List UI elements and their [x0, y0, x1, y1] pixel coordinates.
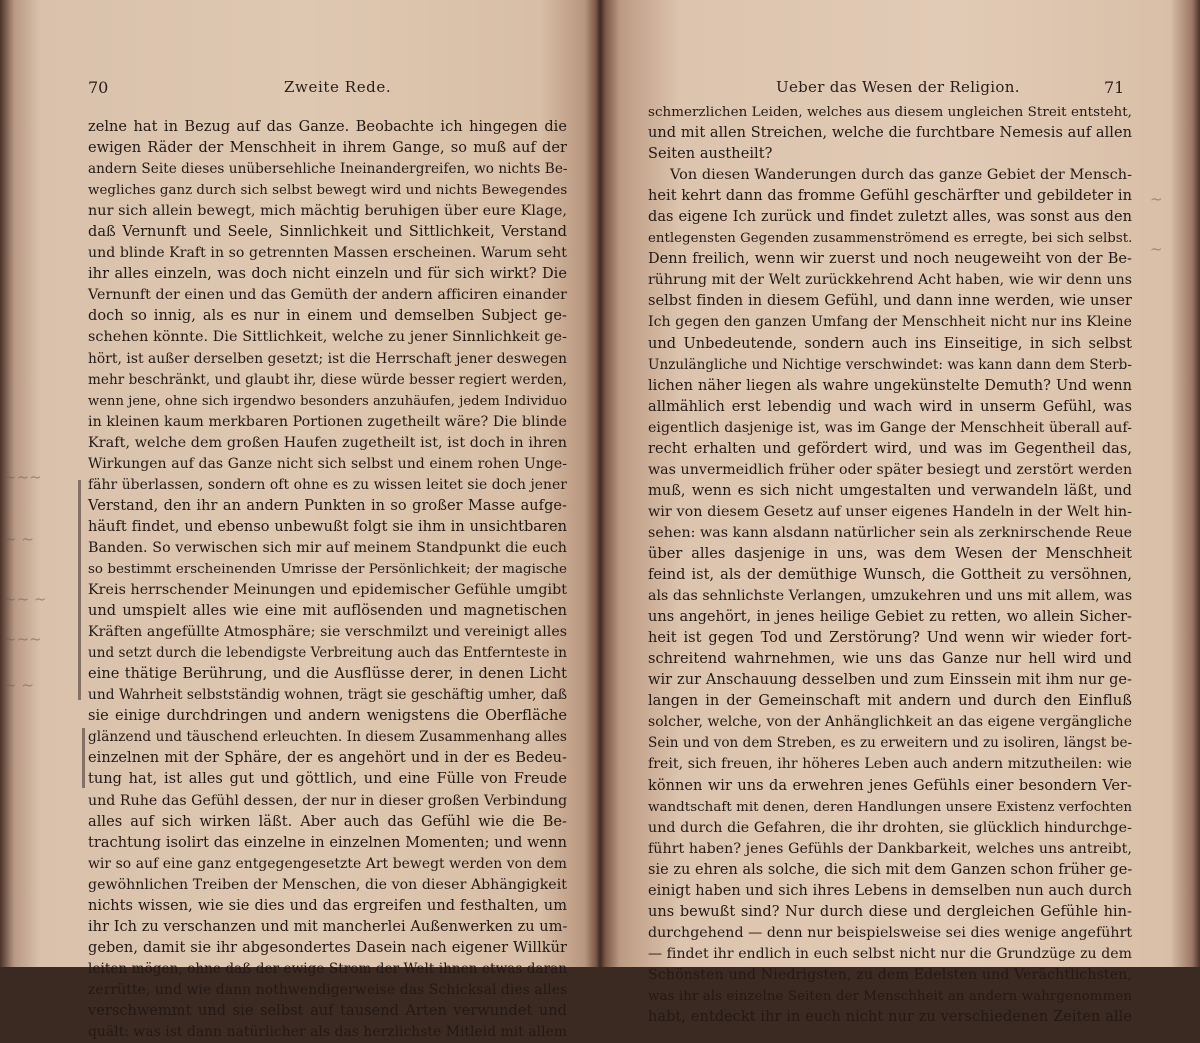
left-page-text-line: fähr überlassen, sondern oft ohne es zu wissen leitet sie doch jener: [88, 476, 567, 493]
left-page-text-line: nichts wissen, wie sie dies und das ergreifen und festhalten, um: [88, 897, 567, 914]
right-page-text-line: Denn freilich, wenn wir zuerst und noch neugeweiht von der Be-: [648, 251, 1132, 268]
left-page-text-line: Banden. So verwischen sich mir auf meinem Standpunkt die euch: [88, 539, 567, 556]
left-page-text-line: alles auf sich wirken läßt. Aber auch das Gefühl wie die Be-: [88, 813, 567, 830]
left-page-text-line: schehen könnte. Die Sittlichkeit, welche zu jener Sinnlichkeit ge-: [88, 329, 567, 346]
left-page-text-line: quält: was ist dann natürlicher als das herzlichste Mitleid mit allem: [88, 1024, 567, 1041]
left-page-text-line: mehr beschränkt, und glaubt ihr, diese würde besser regiert werden,: [88, 371, 568, 388]
left-page-text-line: andern Seite dieses unübersehliche Ineinandergreifen, wo nichts Be-: [88, 161, 568, 178]
right-page-text-line: schreitend wahrnehmen, wie uns das Ganze nur hell wird und: [648, 651, 1132, 668]
right-page-text-line: durchgehend — denn nur beispielsweise sei dies wenige angeführt: [648, 924, 1133, 941]
right-page-text-line: uns bewußt sind? Nur durch diese und dergleichen Gefühle hin-: [648, 903, 1132, 920]
right-page-text-line: das eigene Ich zurück und findet zuletzt alles, was sonst aus den: [648, 209, 1132, 226]
right-page-text-line: über alles dasjenige in uns, was dem Wesen der Menschheit: [648, 545, 1132, 562]
right-page-text-line: rührung mit der Welt zurückkehrend Acht haben, wie wir denn uns: [648, 272, 1132, 289]
pencil-annotation-mark: ~: [1150, 190, 1163, 208]
right-page-text-line: uns angehört, in jenes heilige Gebiet zu retten, wo allein Sicher-: [648, 609, 1132, 626]
right-page: [602, 0, 1200, 1026]
right-page-text-line: freit, sich freuen, ihr höheres Leben auch andern mitzutheilen: wie: [648, 756, 1132, 773]
left-page-text-line: tung hat, ist alles gut und göttlich, und eine Fülle von Freude: [88, 771, 567, 788]
right-page-text-line: und mit allen Streichen, welche die furchtbare Nemesis auf allen: [648, 125, 1132, 142]
left-page-text-line: zelne hat in Bezug auf das Ganze. Beobachte ich hingegen die: [88, 119, 567, 135]
left-page-text-line: Kraft, welche dem großen Haufen zugetheilt ist, ist doch in ihren: [88, 434, 567, 451]
left-page-text-line: und blinde Kraft in so getrennten Massen erscheinen. Warum seht: [88, 245, 567, 262]
left-page-text-line: zerrütte, und wie dann nothwendigerweise das Schicksal dies alles: [88, 981, 568, 998]
pencil-annotation-mark: ~~~: [4, 630, 42, 648]
right-page-text-line: lichen näher liegen als wahre ungekünstelte Demuth? Und wenn: [648, 377, 1132, 394]
pencil-annotation-mark: ~~~: [4, 468, 42, 486]
pencil-margin-line: [82, 728, 85, 788]
left-page-text-line: eine thätige Berührung, und die Ausflüsse derer, in denen Licht: [88, 666, 567, 683]
left-page-text-line: einzelnen mit der Sphäre, der es angehört und in der es Bedeu-: [88, 750, 567, 767]
right-page-text-line: wir von diesem Gesetz auf unser eigenes Handeln in der Welt hin-: [648, 503, 1132, 520]
left-page-text-line: in kleinen kaum merkbaren Portionen zugetheilt wäre? Die blinde: [88, 413, 567, 430]
left-page-text-line: nur sich allein bewegt, mich mächtig beruhigen über eure Klage,: [88, 203, 567, 220]
pencil-annotation-mark: ~: [1150, 240, 1163, 258]
pencil-annotation-mark: ~~ ~: [4, 590, 47, 608]
right-running-head: Ueber das Wesen der Religion.: [776, 78, 1020, 96]
left-page-text-line: trachtung isolirt das einzelne in einzelnen Momenten; und wenn: [88, 834, 567, 851]
right-page-text-line: Ich gegen den ganzen Umfang der Menschheit nicht nur ins Kleine: [648, 314, 1132, 331]
left-page-text-line: Vernunft der einen und das Gemüth der andern afficiren einander: [88, 287, 567, 304]
left-page-text-line: und umspielt alles wie eine mit auflösenden und magnetischen: [88, 603, 567, 620]
right-page-text-line: was unvermeidlich früher oder später besiegt und zerstört werden: [648, 461, 1133, 478]
right-page-text-line: wir zur Anschauung desselben und zum Einssein mit ihm nur ge-: [648, 672, 1132, 689]
right-page-text-line: allmählich erst lebendig und wach wird in unserm Gefühl, was: [648, 398, 1132, 415]
left-page-text-line: und Wahrheit selbstständig wohnen, trägt sie geschäftig umher, daß: [88, 687, 568, 704]
left-page-text-line: glänzend und täuschend erleuchten. In diesem Zusammenhang alles: [88, 729, 567, 746]
left-page-text-line: Kreis herrschender Meinungen und epidemischer Gefühle umgibt: [88, 582, 568, 599]
right-page-text-line: Schönsten und Niedrigsten, zu dem Edelsten und Verächtlichsten,: [648, 966, 1132, 983]
right-page-text-line: können wir uns da erwehren jenes Gefühls einer besondern Ver-: [648, 777, 1132, 794]
right-page-text-line: eigentlich dasjenige ist, was im Gange der Menschheit überall auf-: [648, 419, 1132, 436]
right-page-text-line: — findet ihr endlich in euch selbst nicht nur die Grundzüge zu dem: [648, 945, 1132, 962]
right-page-text-line: heit ist gegen Tod und Zerstörung? Und wenn wir wieder fort-: [648, 630, 1132, 647]
left-page-text-line: häuft findet, und ebenso unbewußt folgt sie ihm in unsichtbaren: [88, 518, 567, 535]
right-page-text-line: feind ist, als der demüthige Wunsch, die Gottheit zu versöhnen,: [648, 567, 1132, 584]
right-page-text-line: habt, entdeckt ihr in euch nicht nur zu verschiedenen Zeiten alle: [648, 1009, 1132, 1026]
right-page-text-line: sie zu ehren als solche, die sich mit dem Ganzen schon früher ge-: [648, 861, 1133, 878]
left-page-text-line: und setzt durch die lebendigste Verbreitung auch das Entfernteste in: [88, 645, 567, 662]
right-page-text: [648, 102, 1132, 1028]
left-page-text-line: wenn jene, ohne sich irgendwo besonders anzuhäufen, jedem Individuo: [88, 393, 567, 409]
right-page-text-line: Von diesen Wanderungen durch das ganze Gebiet der Mensch-: [670, 167, 1132, 184]
left-page-text-line: und Ruhe das Gefühl dessen, der nur in dieser großen Verbindung: [88, 792, 568, 809]
left-page-number: 70: [88, 78, 109, 97]
right-page-text-line: einigt haben und sich ihres Lebens in demselben nun auch durch: [648, 882, 1132, 899]
left-page-text-line: ihr alles einzeln, was doch nicht einzeln und für sich wirkt? Die: [88, 266, 567, 283]
left-running-head: Zweite Rede.: [284, 78, 392, 96]
left-page-text-line: wegliches ganz durch sich selbst bewegt wird und nichts Bewegendes: [88, 183, 568, 199]
right-page-text-line: heit kehrt dann das fromme Gefühl geschärfter und gebildeter in: [648, 188, 1132, 205]
right-page-text-line: entlegensten Gegenden zusammenströmend es erregte, bei sich selbst.: [648, 231, 1133, 247]
right-page-text-line: recht erhalten und gefördert wird, und was im Gegentheil das,: [648, 440, 1132, 457]
left-page-text-line: Verstand, den ihr an andern Punkten in so großer Masse aufge-: [88, 497, 567, 514]
left-page-text-line: ihr Ich zu verschanzen und mit mancherlei Außenwerken zu um-: [88, 918, 568, 935]
right-page-text-line: muß, wenn es sich nicht umgestalten und verwandeln läßt, und: [648, 482, 1132, 499]
left-page-text-line: daß Vernunft und Seele, Sinnlichkeit und Sittlichkeit, Verstand: [88, 224, 567, 241]
right-page-text-line: Sein und von dem Streben, es zu erweitern und zu isoliren, längst be-: [648, 735, 1133, 752]
left-page-text-line: geben, damit sie ihr abgesondertes Dasein nach eigener Willkür: [88, 939, 567, 956]
right-page-text-line: und durch die Gefahren, die ihr drohten, sie glücklich hindurchge-: [648, 819, 1132, 836]
pencil-margin-line: [78, 480, 81, 700]
right-page-text-line: langen in der Gemeinschaft mit andern und durch den Einfluß: [648, 693, 1132, 710]
left-page-text-line: doch so innig, als es nur in einem und demselben Subject ge-: [88, 308, 567, 325]
left-page-text: [88, 117, 567, 1043]
left-page: [0, 0, 598, 1041]
pencil-annotation-mark: ~ ~: [4, 530, 34, 548]
right-page-text-line: und Unbedeutende, sondern auch ins Einseitige, in sich selbst: [648, 335, 1132, 352]
left-page-text-line: gewöhnlichen Treiben der Menschen, die von dieser Abhängigkeit: [88, 876, 567, 893]
left-page-text-line: verschwemmt und sie selbst auf tausend Arten verwundet und: [88, 1002, 567, 1019]
left-page-text-line: sie einige durchdringen und andern wenigstens die Oberfläche: [88, 708, 567, 725]
left-page-text-line: wir so auf eine ganz entgegengesetzte Art bewegt werden von dem: [88, 855, 567, 872]
right-page-text-line: sehen: was kann alsdann natürlicher sein als zerknirschende Reue: [648, 524, 1133, 541]
right-page-text-line: wandtschaft mit denen, deren Handlungen unsere Existenz verfochten: [648, 799, 1132, 815]
left-page-text-line: so bestimmt erscheinenden Umrisse der Persönlichkeit; der magische: [88, 561, 567, 577]
right-page-text-line: selbst finden in diesem Gefühl, und dann inne werden, wie unser: [648, 293, 1132, 310]
left-page-text-line: leiten mögen, ohne daß der ewige Strom der Welt ihnen etwas daran: [88, 960, 568, 977]
left-page-text-line: hört, ist außer derselben gesetzt; ist die Herrschaft jener deswegen: [88, 350, 567, 367]
right-page-text-line: Seiten austheilt?: [648, 146, 773, 163]
right-page-number: 71: [1104, 78, 1125, 97]
left-page-text-line: ewigen Räder der Menschheit in ihrem Gange, so muß auf der: [88, 140, 567, 157]
pencil-annotation-mark: ~ ~: [4, 676, 34, 694]
right-page-text-line: als das sehnlichste Verlangen, umzukehren und uns mit allem, was: [648, 588, 1133, 605]
right-page-text-line: führt haben? jenes Gefühls der Dankbarkeit, welches uns antreibt,: [648, 840, 1132, 857]
right-page-text-line: Unzulängliche und Nichtige verschwindet: was kann dann dem Sterb-: [648, 356, 1132, 373]
left-page-text-line: Wirkungen auf das Ganze nicht sich selbst und einem rohen Unge-: [88, 455, 567, 472]
left-page-text-line: Kräften angefüllte Atmosphäre; sie verschmilzt und vereinigt alles: [88, 624, 567, 641]
right-page-text-line: solcher, welche, von der Anhänglichkeit an das eigene vergängliche: [648, 714, 1132, 731]
right-page-text-line: schmerzlichen Leiden, welches aus diesem ungleichen Streit entsteht,: [648, 105, 1132, 120]
right-page-text-line: was ihr als einzelne Seiten der Menschheit an andern wahrgenommen: [648, 988, 1132, 1004]
